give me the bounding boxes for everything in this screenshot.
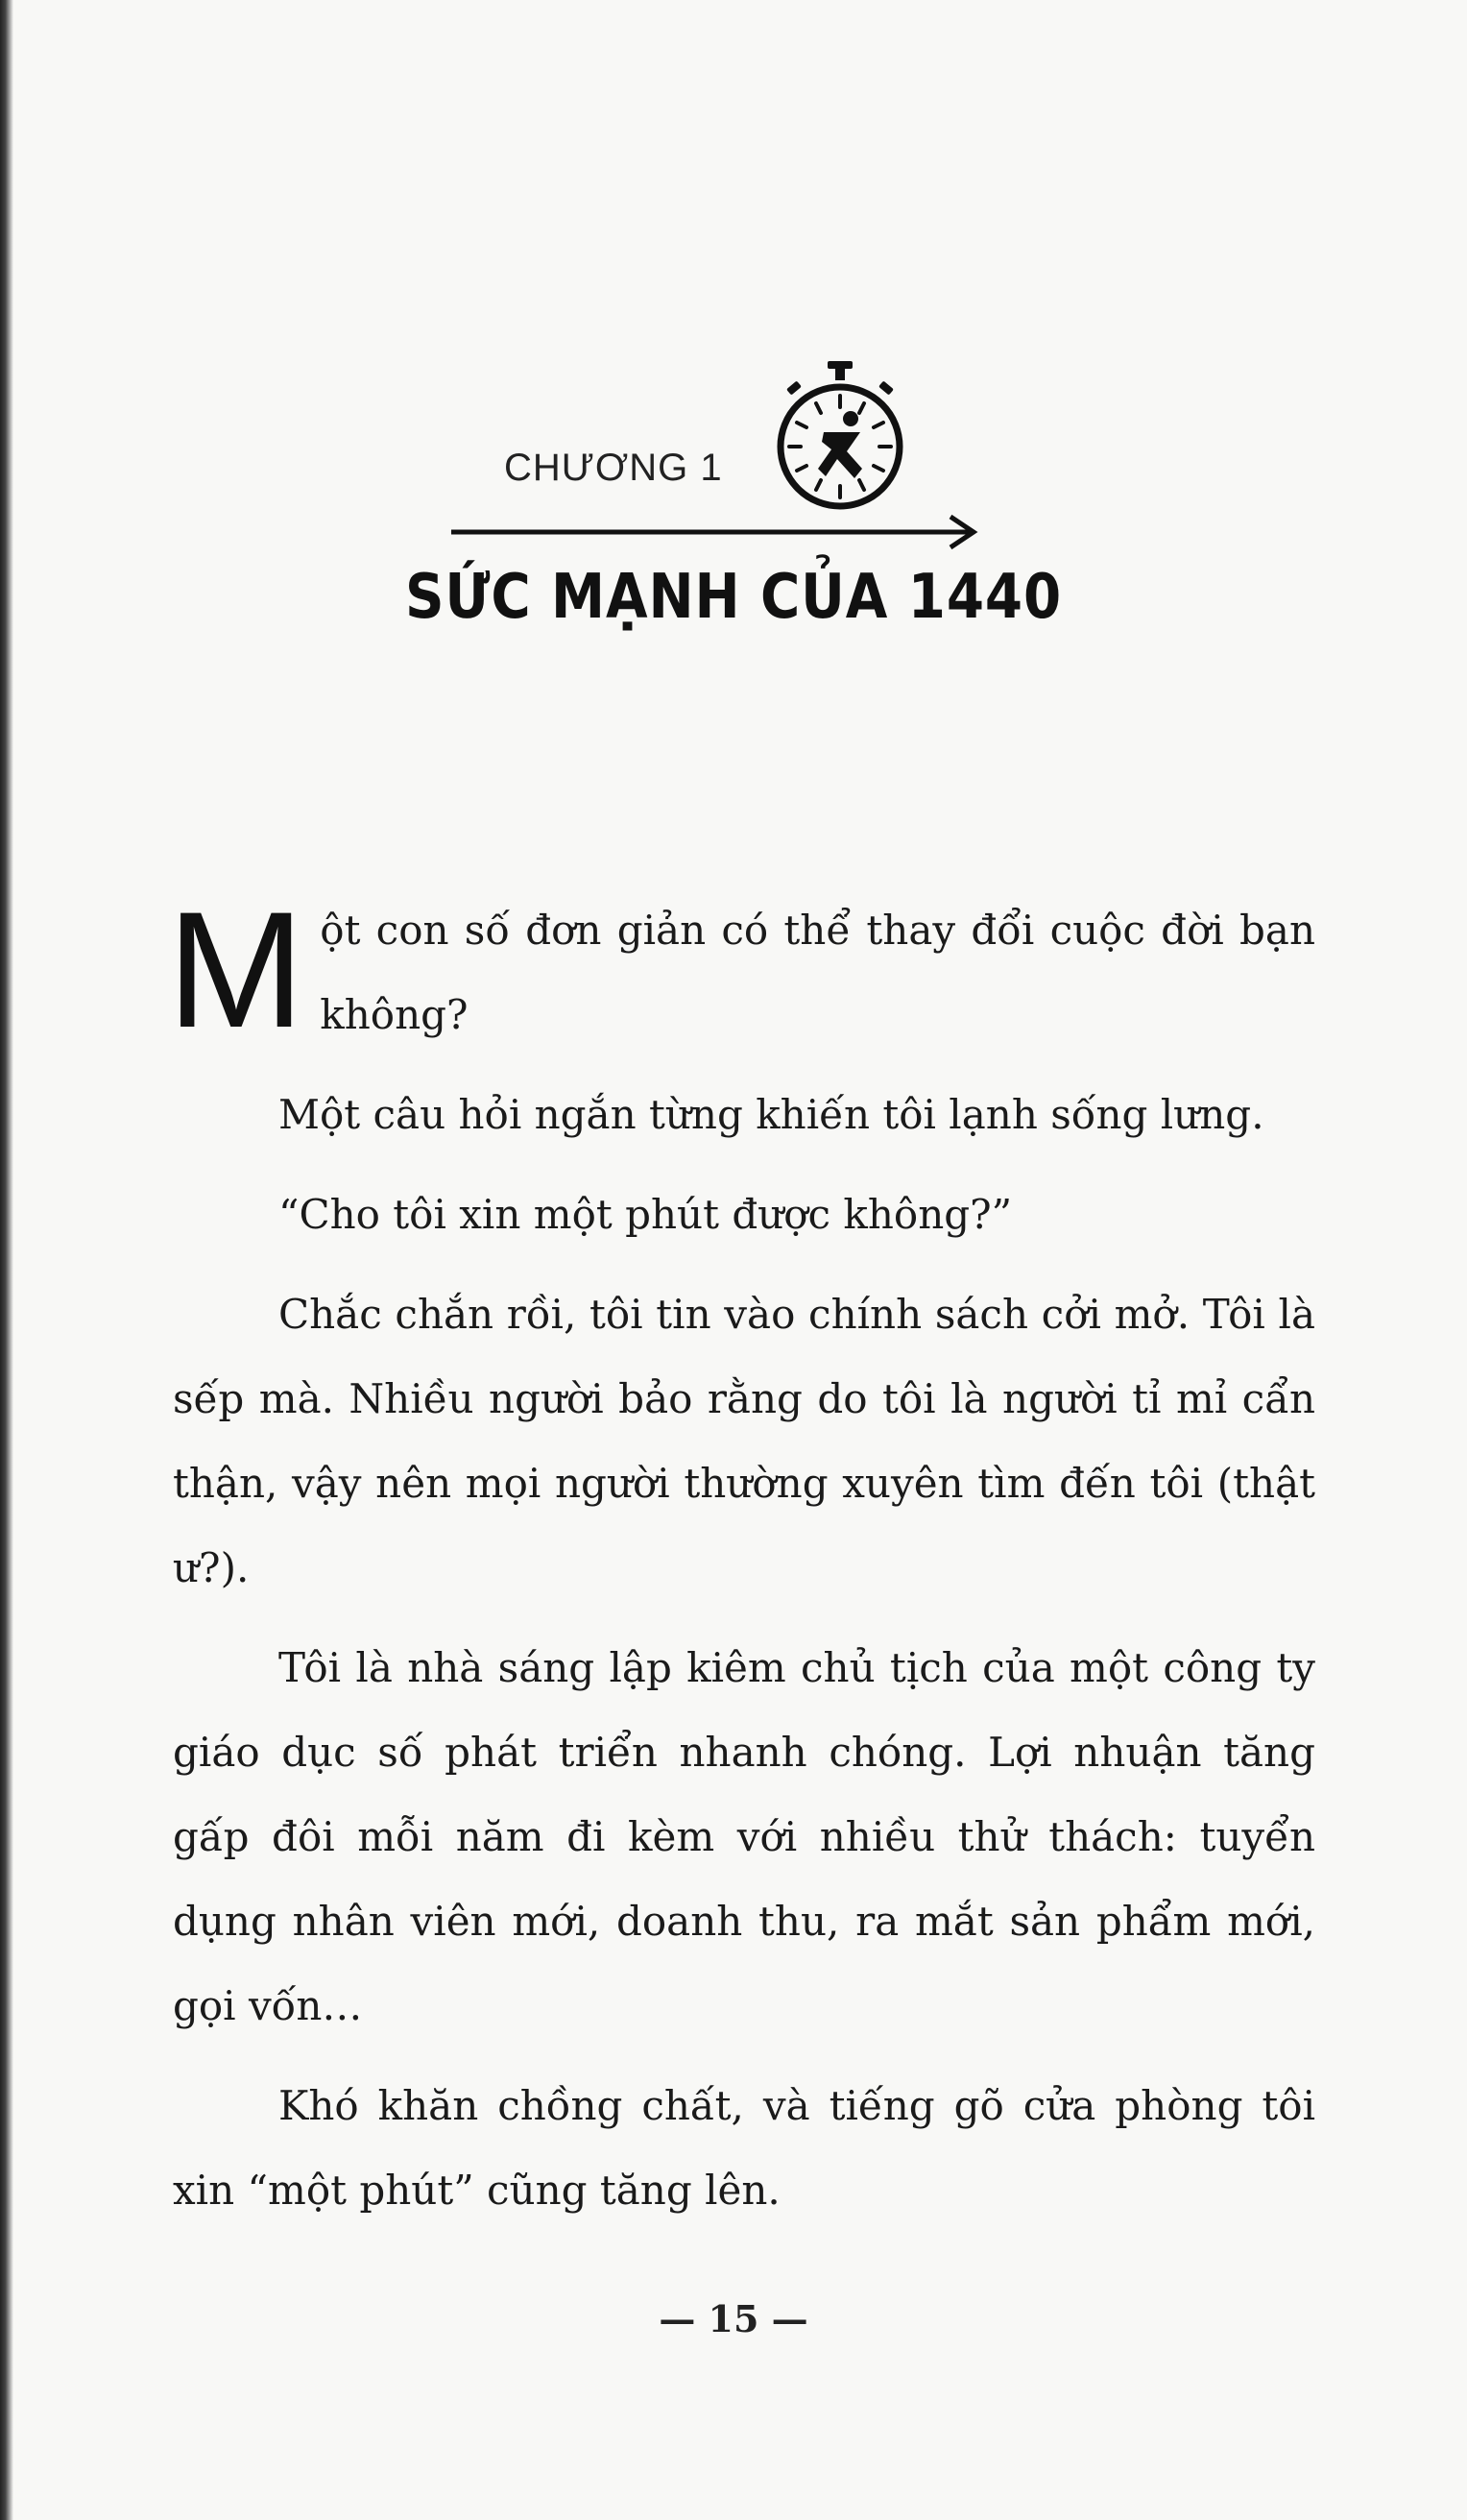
stopwatch-icon: [768, 355, 912, 519]
paragraph-5: Tôi là nhà sáng lập kiêm chủ tịch của một công ty giáo dục số phát triển nhanh chóng. Lợi nhuận tăng gấp đôi mỗi năm đi kèm với nhiều thử thách: tuyển dụng nhân viên mới, doanh thu, ra mắt sản phẩm mới, gọi vốn…: [173, 1644, 1315, 2029]
body-text: [167, 878, 1315, 2248]
chapter-header: [451, 355, 989, 547]
page-number: — 15 —: [659, 2297, 808, 2340]
arrow-right-icon: [451, 513, 989, 551]
paragraph-3: “Cho tôi xin một phút được không?”: [278, 1191, 1013, 1238]
paragraph-1: [167, 878, 1315, 1062]
page-binding-edge: [0, 0, 13, 2520]
paragraph-2: Một câu hỏi ngắn từng khiến tôi lạnh sống lưng.: [278, 1091, 1264, 1138]
paragraph-1-text: ột con số đơn giản có thể thay đổi cuộc đời bạn không?: [320, 907, 1315, 1038]
paragraph-4: Chắc chắn rồi, tôi tin vào chính sách cởi mở. Tôi là sếp mà. Nhiều người bảo rằng do tôi là người tỉ mỉ cẩn thận, vậy nên mọi người thường xuyên tìm đến tôi (thật ư?).: [173, 1291, 1315, 1591]
chapter-title: SỨC MẠNH CỦA 1440: [404, 562, 1063, 633]
drop-cap: M: [167, 878, 305, 1062]
chapter-label: CHƯƠNG 1: [504, 447, 723, 489]
paragraph-6: Khó khăn chồng chất, và tiếng gõ cửa phòng tôi xin “một phút” cũng tăng lên.: [173, 2082, 1315, 2214]
